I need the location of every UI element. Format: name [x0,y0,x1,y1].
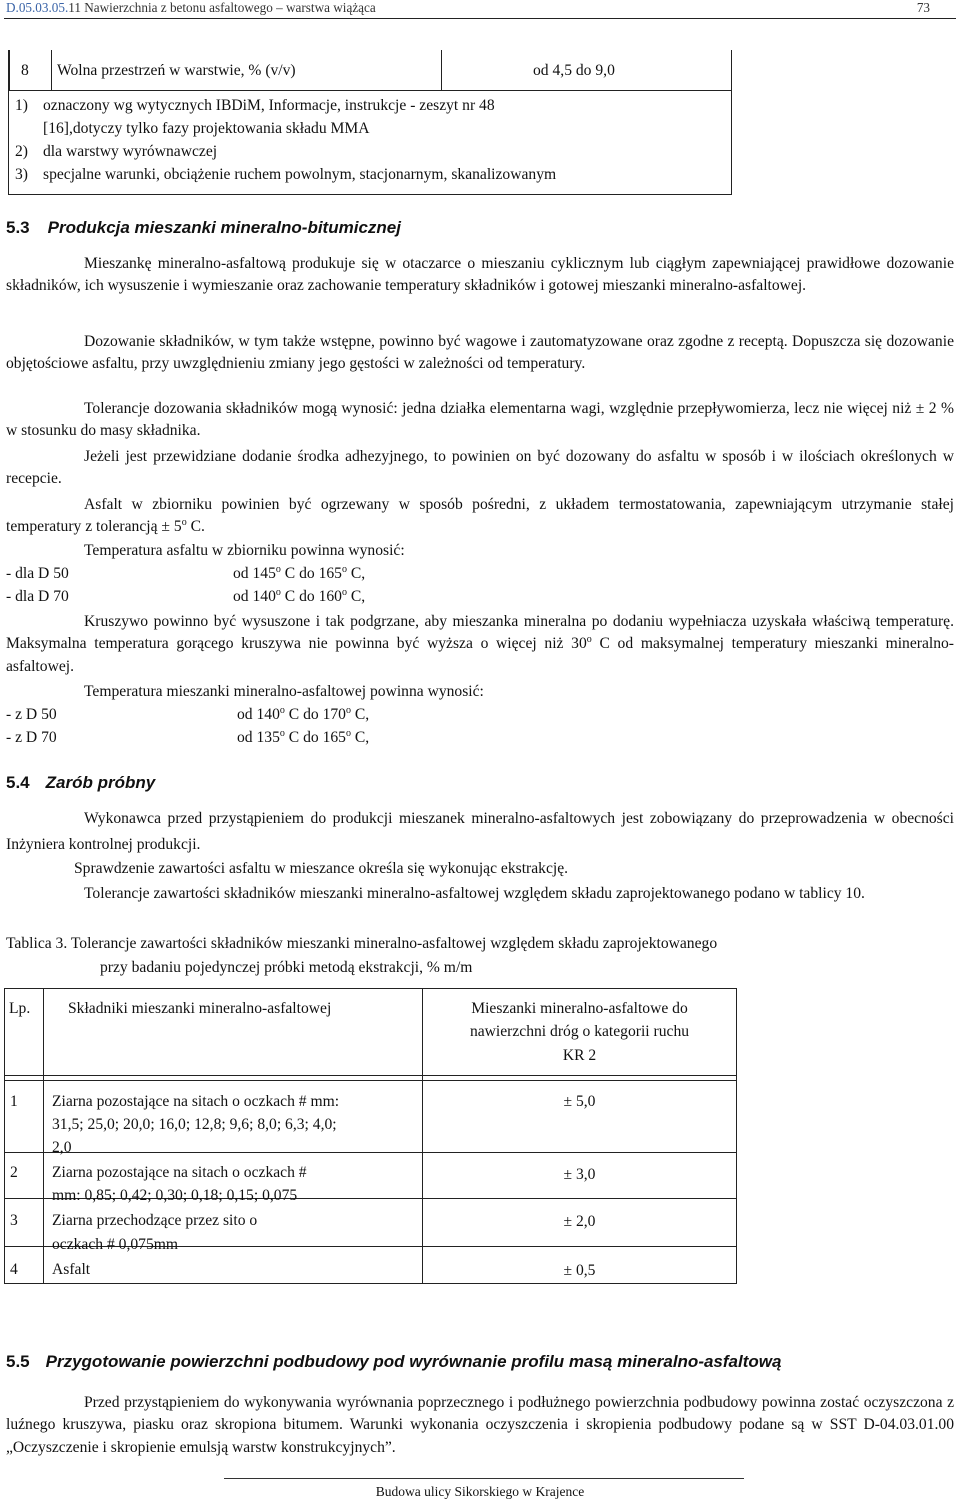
page-number: 73 [916,0,930,15]
page-footer: Budowa ulicy Sikorskiego w Krajence [375,1484,585,1499]
table-vline [736,988,737,1284]
temperature-row [6,706,57,724]
paragraph-text: Dozowanie składników, w tym także wstępne, powinno być wagowe i zautomatyzowane oraz zgodne z receptą. Dopuszcza się dozowanie objętościowe asfaltu, przy uwzględnieniu zmiany jego gęstości w zależności od temperatury. [6,333,954,373]
binder-label: - z D 70 [6,729,57,746]
table-hline [4,1152,737,1153]
table-caption [6,935,717,953]
section-heading-5-4 [6,773,155,793]
row-lp: 3 [10,1212,18,1229]
section-number: 5.3 [6,218,30,237]
header-mix: nawierzchni dróg o kategorii ruchu [469,1023,690,1040]
paragraph-text: Wykonawca przed przystąpieniem do produkcji mieszanek mineralno-asfaltowych jest zobowiązany do przeprowadzenia w obecności Inżyniera kontrolnej produkcji. [6,810,954,853]
section-title: Zarób próbny [45,773,156,792]
range-to: C do 165 [284,729,346,746]
paragraph [6,883,954,905]
header-rule [4,18,956,19]
range-to: C do 165 [280,565,342,582]
range-to: C do 170 [284,706,346,723]
range-from: od 135 [237,729,280,746]
section-title: Produkcja mieszanki mineralno-bitumicznej [47,218,401,237]
degree-sign: o [275,587,281,598]
row-tolerance: ± 5,0 [563,1093,596,1110]
degree-sign: o [279,705,285,716]
paragraph [6,681,954,703]
paragraph-text: C od maksymalnej temperatury mieszanki mineralno-asfaltowej. [6,635,954,675]
table-vline [51,50,52,90]
caption-text: przy badaniu pojedynczej próbki metodą ekstrakcji, % m/m [100,959,473,976]
tolerance-table [4,988,737,1284]
range-end: C, [350,706,370,723]
paragraph-text: Sprawdzenie zawartości asfaltu w mieszance określa się wykonując ekstrakcję. [74,860,569,877]
row-component: Ziarna pozostające na sitach o oczkach # mm: [52,1093,340,1110]
range-end: C, [346,588,366,605]
paragraph-text: Asfalt w zbiorniku powinien być ogrzewany w sposób pośredni, z układem termostatowania, zapewniającym utrzymanie stałej temperatury z tolerancją ± 5 [6,496,954,536]
row-lp: 2 [10,1164,18,1181]
row-tolerance: ± 3,0 [563,1166,596,1183]
table-vline [4,988,5,1284]
paragraph [6,611,954,678]
note-text: dla warstwy wyrównawczej [43,143,218,160]
temperature-range [237,706,369,724]
caption-text: Tablica 3. Tolerancje zawartości składników mieszanki mineralno-asfaltowej względem składu zaprojektowanego [6,935,718,952]
temperature-row [6,588,69,606]
temperature-range [233,565,365,583]
row-component: 2,0 [52,1139,72,1156]
header-lp: Lp. [9,1000,31,1017]
paragraph [6,540,954,562]
range-from: od 140 [237,706,280,723]
note-number: 1) [15,97,28,114]
header-components: Składniki mieszanki mineralno-asfaltowej [68,1000,332,1017]
paragraph [6,1392,954,1459]
row-component: 31,5; 25,0; 20,0; 16,0; 12,8; 9,6; 8,0; 6,3; 4,0; [52,1116,337,1133]
paragraph-text: Jeżeli jest przewidziane dodanie środka adhezyjnego, to powinien on być dozowany do asfaltu w sposób i w ilościach określonych w recepcie. [6,448,954,488]
paragraph-text: Przed przystąpieniem do wykonywania wyrównania poprzecznego i podłużnego powierzchnia podbudowy powinna zostać oczyszczona z luźnego kruszywa, piasku oraz skropiona bitumem. Warunki wykonania oczyszczenia i skropienia podbudowy podane są w SST D-04.03.01.00 „Oczyszczenie i skropienie emulsją warstw konstrukcyjnych”. [6,1394,954,1456]
header-text: 11 Nawierzchnia z betonu asfaltowego – warstwa wiążąca [68,0,376,15]
table-hline [4,1075,737,1076]
row-component: Ziarna pozostające na sitach o oczkach # [52,1164,307,1181]
table-vline [43,988,44,1284]
degree-sign: o [345,728,351,739]
paragraph-text: Temperatura asfaltu w zbiorniku powinna wynosić: [84,542,405,559]
range-end: C, [346,565,366,582]
paragraph [6,253,954,298]
row-component: mm: 0,85; 0,42; 0,30; 0,18; 0,15; 0,075 [52,1187,298,1204]
paragraph [74,860,568,878]
table-note [15,120,370,138]
requirements-table-fragment [8,50,732,195]
paragraph [6,806,954,858]
table-note [15,143,217,161]
note-text: specjalne warunki, obciążenie ruchem powolnym, stacjonarnym, skanalizowanym [43,166,557,183]
paragraph-text: Tolerancje dozowania składników mogą wynosić: jedna działka elementarna wagi, względnie przepływomierza, lecz nie więcej niż ± 2 % w stosunku do masy składnika. [6,400,954,440]
table-note [15,97,495,115]
table-hline [4,1080,737,1081]
section-number: 5.4 [6,773,30,792]
row-label: Wolna przestrzeń w warstwie, % (v/v) [57,62,296,79]
paragraph-text: Tolerancje zawartości składników mieszanki mineralno-asfaltowej względem składu zaprojektowanego podano w tablicy 10. [84,885,865,902]
section-title: Przygotowanie powierzchni podbudowy pod wyrównanie profilu masą mineralno-asfaltową [45,1352,782,1371]
temperature-range [233,588,365,606]
degree-sign: o [586,634,592,646]
note-number: 2) [15,143,28,160]
page-header [6,0,954,17]
temperature-range [237,729,369,747]
table-note [15,166,556,184]
paragraph-text: C. [186,518,205,536]
row-component: oczkach # 0,075mm [52,1236,179,1253]
temperature-row [6,565,69,583]
binder-label: - dla D 50 [6,565,69,582]
header-mix: Mieszanki mineralno-asfaltowe do [471,1000,688,1017]
section-heading-5-5 [6,1352,781,1372]
table-hline [4,1283,737,1284]
row-tolerance: ± 0,5 [563,1262,596,1279]
header-title [6,0,376,16]
row-lp: 1 [10,1093,18,1110]
degree-sign: o [341,564,347,575]
note-text: oznaczony wg wytycznych IBDiM, Informacje, instrukcje - zeszyt nr 48 [43,97,495,114]
note-number: 3) [15,166,28,183]
table-caption [100,959,472,977]
degree-sign: o [345,705,351,716]
range-from: od 140 [233,588,276,605]
row-value: od 4,5 do 9,0 [533,62,615,79]
range-end: C, [350,729,370,746]
paragraph-text: Mieszankę mineralno-asfaltową produkuje się w otaczarce o mieszaniu cyklicznym lub ciągłym zapewniającej prawidłowe dozowanie składników, ich wysuszenie i wymieszanie oraz zachowanie temperatury składników i gotowej mieszanki mineralno-asfaltowej. [6,255,954,295]
row-tolerance: ± 2,0 [563,1213,596,1230]
degree-sign: o [279,728,285,739]
row-component: Asfalt [52,1261,91,1278]
paragraph-text: Kruszywo powinno być wysuszone i tak podgrzane, aby mieszanka mineralna po dodaniu wypełniacza uzyskała właściwą temperaturę. Maksymalna temperatura gorącego kruszywa nie powinna być wyższa o więcej niż 30 [6,613,954,653]
temperature-row [6,729,57,747]
range-from: od 145 [233,565,276,582]
paragraph [6,331,954,376]
note-text: [16],dotyczy tylko fazy projektowania składu MMA [43,120,370,137]
paragraph-text: Temperatura mieszanki mineralno-asfaltowej powinna wynosić: [84,683,484,700]
table-vline [441,50,442,90]
table-hline [4,988,737,989]
footer-rule [224,1478,744,1479]
section-number: 5.5 [6,1352,30,1371]
range-to: C do 160 [280,588,342,605]
row-number: 8 [21,62,29,79]
paragraph [6,494,954,539]
degree-sign: o [181,517,187,529]
header-code: D.05.03.05. [6,0,69,15]
paragraph [6,398,954,443]
paragraph [6,446,954,491]
header-mix-category: KR 2 [562,1047,597,1064]
section-heading-5-3 [6,218,401,238]
binder-label: - dla D 70 [6,588,69,605]
table-vline [9,50,10,90]
binder-label: - z D 50 [6,706,57,723]
table-hline [9,90,731,91]
degree-sign: o [275,564,281,575]
row-component: Ziarna przechodzące przez sito o [52,1212,258,1229]
degree-sign: o [341,587,347,598]
row-lp: 4 [10,1261,18,1278]
